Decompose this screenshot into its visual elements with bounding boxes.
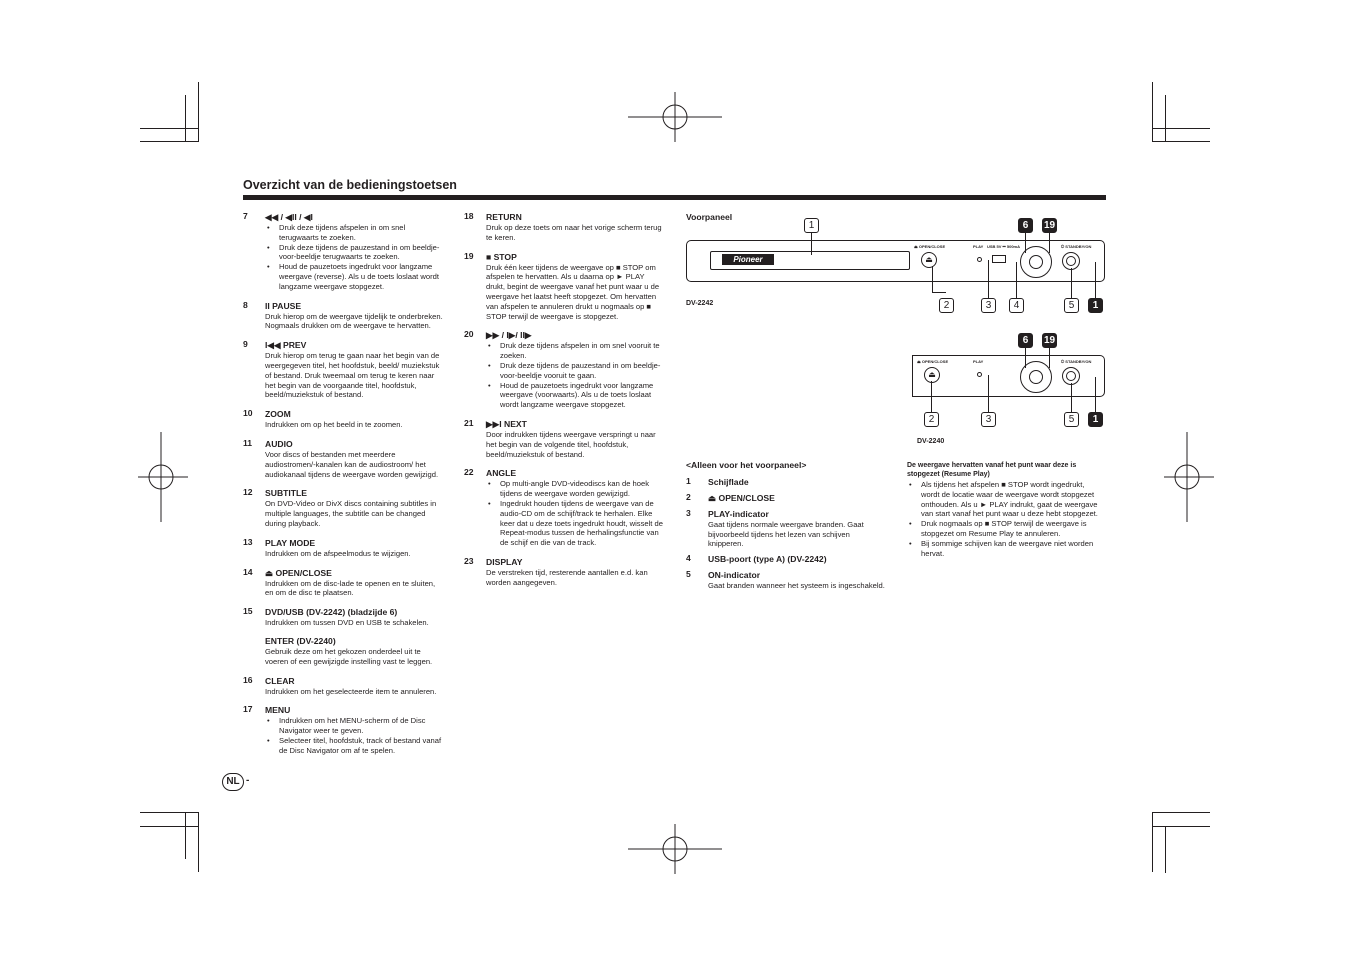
bullet: • Selecteer titel, hoofdstuk, track of bestand vanaf de Disc Navigator om af te spelen. <box>279 736 443 756</box>
bullet: • Druk deze tijdens afspelen in om snel terugwaarts te zoeken. <box>279 223 443 243</box>
item-number: 21 <box>464 417 474 428</box>
bullet: • Druk deze tijdens afspelen in om snel vooruit te zoeken. <box>500 341 664 361</box>
list-item <box>464 330 664 410</box>
front-panel-heading: Voorpaneel <box>686 212 733 222</box>
callout-1: 1 <box>804 218 819 233</box>
item-title: ZOOM <box>265 409 291 420</box>
item-title: ▶▶ / I▶/ II▶ <box>486 330 532 341</box>
item-description: Druk hierop om terug te gaan naar het begin van de weergegeven titel, het hoofdstuk, beeld/ muziekstuk of bestand. Druk tweemaal om terug te keren naar het begin van de voorgaande titel, hoofdstuk, beeld/muziekstuk of bestand. <box>265 351 440 400</box>
column-3 <box>686 461 886 596</box>
list-item <box>686 509 886 549</box>
item-title: I◀◀ PREV <box>265 340 307 351</box>
item-title: CLEAR <box>265 675 295 686</box>
item-number: 5 <box>686 569 691 580</box>
item-description: Voor discs of bestanden met meerdere audiostromen/-kanalen kan de audiostroom/ het audiokanaal tijdens de weergave worden gewijzigd. <box>265 449 439 479</box>
leader-line <box>811 233 812 255</box>
play-stop-inner-2 <box>1029 370 1043 384</box>
item-title: ⏏ OPEN/CLOSE <box>265 567 332 578</box>
item-number: 13 <box>243 536 253 547</box>
bullet: • Houd de pauzetoets ingedrukt voor langzame weergave (reverse). Als u de toets loslaat wordt langzame weergave stopgezet. <box>279 262 443 291</box>
play-stop-inner <box>1029 255 1043 269</box>
item-description: Indrukken om het geselecteerde item te annuleren. <box>265 686 437 696</box>
list-item <box>686 554 886 565</box>
bullet: • Op multi-angle DVD-videodiscs kan de hoek tijdens de weergave worden gewijzigd. <box>500 479 664 499</box>
bullet: • Bij sommige schijven kan de weergave niet worden hervat. <box>921 539 1105 559</box>
leader-line <box>1049 233 1050 253</box>
item-number: 23 <box>464 555 474 566</box>
panel-label-open-close: ⏏ OPEN/CLOSE <box>914 244 946 249</box>
item-number: 12 <box>243 487 253 498</box>
bullet-list <box>907 480 1105 558</box>
device-edge <box>912 355 913 397</box>
item-title: AUDIO <box>265 438 293 449</box>
registration-mark-left <box>138 432 188 522</box>
pioneer-logo: Pioneer <box>722 254 774 265</box>
item-description: Indrukken om op het beeld in te zoomen. <box>265 420 403 430</box>
language-badge: NL <box>222 773 244 791</box>
panel-label-standby: ⏻ STANDBY/ON <box>1061 244 1092 249</box>
item-title: ANGLE <box>486 468 517 479</box>
page-number: - <box>246 775 250 786</box>
item-description: Gaat branden wanneer het systeem is ingeschakeld. <box>708 581 885 591</box>
registration-mark-top <box>628 92 722 142</box>
item-description: Druk één keer tijdens de weergave op ■ STOP om afspelen te hervatten. Als u daarna op ► PLAY drukt, begint de weergave vanaf het punt waar u de weergave het laatst heeft stopgezet. Om hervatten van afspelen te annuleren drukt u nogmaals op ■ STOP terwijl de weergave is stopgezet. <box>486 262 660 321</box>
item-number: 8 <box>243 299 248 310</box>
bullet: • Druk deze tijdens de pauzestand in om beeldje-voor-beeldje terugwaarts te zoeken. <box>279 243 443 263</box>
leader-line <box>1095 262 1096 298</box>
item-number: 18 <box>464 211 474 221</box>
item-subdescription: Gebruik deze om het gekozen onderdeel uit te voeren of een gewijzigde instelling vast te leggen. <box>265 646 433 666</box>
leader-line <box>1071 268 1072 298</box>
list-item <box>243 705 443 755</box>
bullet-list <box>265 716 443 755</box>
item-title: Schijflade <box>708 476 749 487</box>
bullet: • Ingedrukt houden tijdens de weergave van de audio-CD om de schijf/track te herhalen. Elke keer dat u deze toets ingedrukt houdt, wisselt de Repeat-modus tussen de herhalingsfunctie van de schijf en die van de track. <box>500 499 664 548</box>
list-item <box>686 477 886 488</box>
leader-line <box>1025 233 1026 253</box>
list-item <box>243 676 443 697</box>
list-item <box>243 607 443 666</box>
bullet: • Druk deze tijdens de pauzestand in om beeldje-voor-beeldje vooruit te gaan. <box>500 361 664 381</box>
leader-line <box>1025 348 1026 368</box>
list-item <box>243 439 443 479</box>
item-title: ⏏ OPEN/CLOSE <box>708 492 775 503</box>
list-item <box>464 252 664 322</box>
callout-5: 5 <box>1064 298 1079 313</box>
item-description: Druk op deze toets om naar het vorige scherm terug te keren. <box>486 223 662 242</box>
item-description: Door indrukken tijdens weergave verspringt u naar het begin van de volgende titel, hoofdstuk, beeld/muziekstuk of bestand. <box>486 429 656 459</box>
leader-line <box>932 292 946 293</box>
column-2 <box>464 212 664 597</box>
item-number: 1 <box>686 475 691 486</box>
item-description: Indrukken om tussen DVD en USB te schakelen. <box>265 618 429 628</box>
list-item <box>464 557 664 588</box>
list-item <box>686 570 886 591</box>
bullet: • Druk nogmaals op ■ STOP terwijl de weergave is stopgezet om Resume Play te annuleren. <box>921 519 1105 539</box>
callout-6: 6 <box>1018 218 1033 233</box>
callout-4: 4 <box>1009 298 1024 313</box>
callout-1b: 1 <box>1088 298 1103 313</box>
standby-button-inner-2 <box>1066 371 1076 381</box>
callout-2: 2 <box>939 298 954 313</box>
item-title: II PAUSE <box>265 300 302 311</box>
column-4 <box>907 461 1105 558</box>
list-item <box>243 409 443 430</box>
item-title: DISPLAY <box>486 556 523 567</box>
bullet-list <box>486 341 664 410</box>
registration-mark-right <box>1164 432 1214 522</box>
list-item <box>243 568 443 599</box>
model-label-dv2242: DV-2242 <box>686 300 714 307</box>
item-title: ON-indicator <box>708 570 761 581</box>
item-number: 10 <box>243 408 253 419</box>
item-number: 4 <box>686 553 691 564</box>
panel-label-usb: USB 5V ⎓ 500mA <box>987 244 1020 249</box>
item-title: SUBTITLE <box>265 488 308 499</box>
model-label-dv2240: DV-2240 <box>917 438 945 445</box>
bullet: • Als tijdens het afspelen ■ STOP wordt ingedrukt, wordt de locatie waar de weergave wordt stopgezet onthouden. Als u ► PLAY indrukt, gaat de weergave van start vanaf het punt waar u deze hebt stopgezet. <box>921 480 1105 519</box>
callout-6-2: 6 <box>1018 333 1033 348</box>
item-number: 14 <box>243 566 253 577</box>
callout-1-2: 1 <box>1088 412 1103 427</box>
item-title: DVD/USB (DV-2242) (bladzijde 6) <box>265 607 398 618</box>
item-description: Indrukken om de afspeelmodus te wijzigen. <box>265 548 411 558</box>
panel-label-standby-2: ⏻ STANDBY/ON <box>1061 359 1092 364</box>
item-title: PLAY-indicator <box>708 508 769 519</box>
open-close-button[interactable]: ⏏ <box>921 252 937 268</box>
item-title: MENU <box>265 705 291 716</box>
item-title: ◀◀ / ◀II / ◀I <box>265 212 313 222</box>
play-indicator <box>977 257 982 262</box>
item-number: 7 <box>243 211 248 221</box>
item-subtitle: ENTER (DV-2240) <box>265 635 336 646</box>
list-item <box>243 340 443 400</box>
leader-line <box>988 260 989 298</box>
list-item <box>243 301 443 332</box>
registration-mark-bottom <box>628 824 722 874</box>
callout-5-2: 5 <box>1064 412 1079 427</box>
item-description: On DVD-Video or DivX discs containing subtitles in multiple languages, the subtitle can be changed during playback. <box>265 499 437 528</box>
list-item <box>243 538 443 559</box>
item-title: ■ STOP <box>486 251 517 262</box>
play-indicator-2 <box>977 372 982 377</box>
item-number: 2 <box>686 491 691 502</box>
item-title: PLAY MODE <box>265 537 316 548</box>
leader-line <box>988 375 989 412</box>
item-description: Druk hierop om de weergave tijdelijk te onderbreken. Nogmaals drukken om de weergave te hervatten. <box>265 311 443 331</box>
column-1 <box>243 212 443 765</box>
item-number: 22 <box>464 467 474 478</box>
callout-2-2: 2 <box>924 412 939 427</box>
list-item <box>243 212 443 292</box>
callout-3: 3 <box>981 298 996 313</box>
item-number: 3 <box>686 507 691 518</box>
callout-19-2: 19 <box>1043 335 1056 346</box>
open-close-button-2[interactable]: ⏏ <box>924 367 940 383</box>
leader-line <box>931 381 932 412</box>
bullet: • Indrukken om het MENU-scherm of de Disc Navigator weer te geven. <box>279 716 443 736</box>
item-description: Indrukken om de disc-lade te openen en te sluiten, en om de disc te plaatsen. <box>265 578 436 598</box>
item-description: De verstreken tijd, resterende aantallen e.d. kan worden aangegeven. <box>486 567 648 587</box>
panel-label-play-2: PLAY <box>973 359 984 364</box>
only-front-heading: <Alleen voor het voorpaneel> <box>686 460 807 470</box>
item-title: USB-poort (type A) (DV-2242) <box>708 554 827 565</box>
leader-line <box>1095 377 1096 412</box>
leader-line <box>1071 383 1072 412</box>
leader-line <box>1049 348 1050 368</box>
list-item <box>464 419 664 459</box>
usb-port[interactable] <box>992 255 1006 263</box>
item-number: 20 <box>464 329 474 340</box>
item-number: 15 <box>243 606 253 617</box>
standby-button-inner <box>1066 256 1076 266</box>
page-title: Overzicht van de bedieningstoetsen <box>243 178 457 192</box>
item-title: ▶▶I NEXT <box>486 418 527 429</box>
title-rule <box>243 195 1106 200</box>
item-number: 19 <box>464 250 474 261</box>
item-number: 17 <box>243 704 253 715</box>
item-number: 16 <box>243 674 253 685</box>
resume-heading: De weergave hervatten vanaf het punt waar deze is stopgezet (Resume Play) <box>907 462 1077 478</box>
item-description: Gaat tijdens normale weergave branden. Gaat bijvoorbeeld tijdens het lezen van schijven knipperen. <box>708 519 864 549</box>
leader-line <box>932 266 933 292</box>
item-number: 9 <box>243 339 248 350</box>
item-number: 11 <box>243 437 253 448</box>
bullet-list <box>265 223 443 292</box>
panel-label-play: PLAY <box>973 244 984 249</box>
bullet: • Houd de pauzetoets ingedrukt voor langzame weergave (voorwaarts). Als u de toets loslaat wordt langzame weergave stopgezet. <box>500 381 664 410</box>
bullet-list <box>486 479 664 548</box>
list-item <box>464 468 664 548</box>
list-item <box>464 212 664 243</box>
callout-3-2: 3 <box>981 412 996 427</box>
callout-19: 19 <box>1043 220 1056 231</box>
panel-label-open-close-2: ⏏ OPEN/CLOSE <box>917 359 949 364</box>
leader-line <box>1016 262 1017 298</box>
list-item <box>243 488 443 528</box>
item-title: RETURN <box>486 212 522 222</box>
list-item <box>686 493 886 504</box>
